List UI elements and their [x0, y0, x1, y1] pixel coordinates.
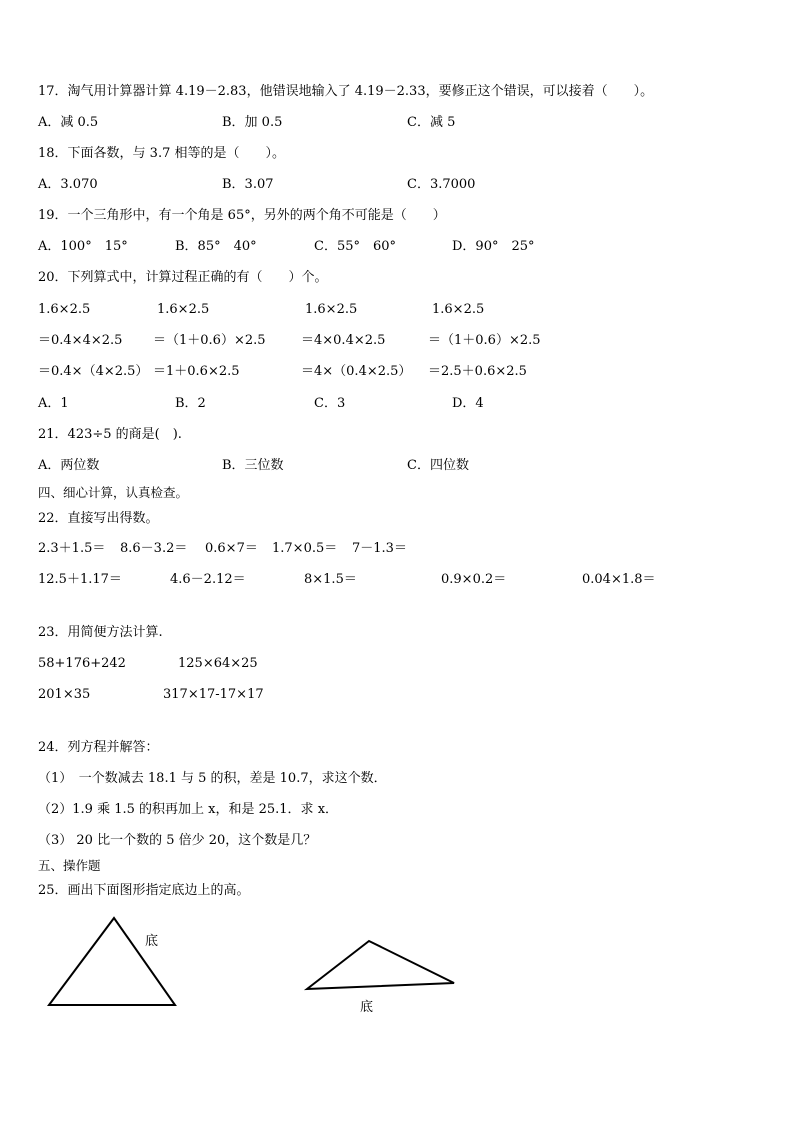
section-heading-4: 四、细心计算，认真检查。	[38, 485, 189, 500]
q22-item: 12.5＋1.17＝	[38, 572, 122, 587]
q24-part-1: （1） 一个数减去 18.1 与 5 的积，差是 10.7，求这个数．	[38, 771, 387, 786]
q17-stem: 17．淘气用计算器计算 4.19－2.83，他错误地输入了 4.19－2.33，要修正这个错误，可以接着（ ）。	[38, 84, 654, 99]
q20-option-c: C．3	[314, 396, 346, 411]
q21-stem: 21．423÷5 的商是( ).	[38, 427, 182, 442]
left-base-label: 底	[145, 934, 159, 949]
q22-item: 2.3＋1.5＝	[38, 541, 106, 556]
q23-item: 58+176+242	[38, 656, 126, 671]
q21-option-b: B．三位数	[222, 458, 284, 473]
q24-stem: 24．列方程并解答：	[38, 740, 159, 755]
q19-option-c: C．55° 60°	[314, 239, 397, 254]
q20-expr: ＝4×0.4×2.5	[301, 333, 386, 348]
q22-item: 8×1.5＝	[304, 572, 357, 587]
q22-item: 0.9×0.2＝	[441, 572, 507, 587]
q22-item: 7－1.3＝	[352, 541, 407, 556]
q23-item: 201×35	[38, 687, 91, 702]
q22-item: 4.6－2.12＝	[170, 572, 246, 587]
q20-expr: 1.6×2.5	[305, 302, 358, 317]
right-base-label: 底	[360, 1000, 374, 1015]
q20-expr: ＝0.4×4×2.5	[38, 333, 123, 348]
q20-option-a: A．1	[38, 396, 69, 411]
q22-item: 0.04×1.8＝	[582, 572, 656, 587]
q20-expr: ＝1＋0.6×2.5	[153, 364, 240, 379]
q22-stem: 22．直接写出得数。	[38, 511, 159, 526]
q20-stem: 20．下列算式中，计算过程正确的有（ ）个。	[38, 270, 328, 285]
q19-stem: 19．一个三角形中，有一个角是 65°，另外的两个角不可能是（ ）	[38, 208, 446, 223]
q19-option-d: D．90° 25°	[452, 239, 535, 254]
q24-part-2: （2）1.9 乘 1.5 的积再加上 x，和是 25.1．求 x．	[38, 802, 339, 817]
q21-option-c: C．四位数	[407, 458, 469, 473]
q18-option-a: A．3.070	[38, 177, 98, 192]
q20-expr: 1.6×2.5	[38, 302, 91, 317]
q17-option-c: C．减 5	[407, 115, 456, 130]
left-triangle	[49, 918, 175, 1005]
q20-option-b: B．2	[175, 396, 206, 411]
q20-option-d: D．4	[452, 396, 484, 411]
q22-item: 8.6－3.2＝	[120, 541, 188, 556]
q20-expr: ＝0.4×（4×2.5）	[38, 364, 149, 379]
q23-item: 125×64×25	[178, 656, 258, 671]
q20-expr: 1.6×2.5	[432, 302, 485, 317]
q24-part-3: （3） 20 比一个数的 5 倍少 20，这个数是几？	[38, 833, 317, 848]
q20-expr: ＝（1＋0.6）×2.5	[153, 333, 266, 348]
section-heading-5: 五、操作题	[38, 858, 101, 873]
q23-stem: 23．用简便方法计算.	[38, 625, 163, 640]
q20-expr: ＝2.5＋0.6×2.5	[428, 364, 527, 379]
q20-expr: 1.6×2.5	[157, 302, 210, 317]
q20-expr: ＝4×（0.4×2.5）	[301, 364, 412, 379]
q22-item: 0.6×7＝	[205, 541, 258, 556]
q23-item: 317×17-17×17	[163, 687, 264, 702]
q18-option-c: C．3.7000	[407, 177, 476, 192]
q21-option-a: A．两位数	[38, 458, 100, 473]
q18-option-b: B．3.07	[222, 177, 274, 192]
q18-stem: 18．下面各数，与 3.7 相等的是（ ）。	[38, 146, 285, 161]
q17-option-a: A．减 0.5	[38, 115, 99, 130]
q22-item: 1.7×0.5＝	[272, 541, 338, 556]
q25-stem: 25．画出下面图形指定底边上的高。	[38, 883, 250, 898]
q20-expr: ＝（1＋0.6）×2.5	[428, 333, 541, 348]
q19-option-a: A．100° 15°	[38, 239, 128, 254]
right-triangle	[307, 941, 454, 989]
q19-option-b: B．85° 40°	[175, 239, 257, 254]
q17-option-b: B．加 0.5	[222, 115, 283, 130]
